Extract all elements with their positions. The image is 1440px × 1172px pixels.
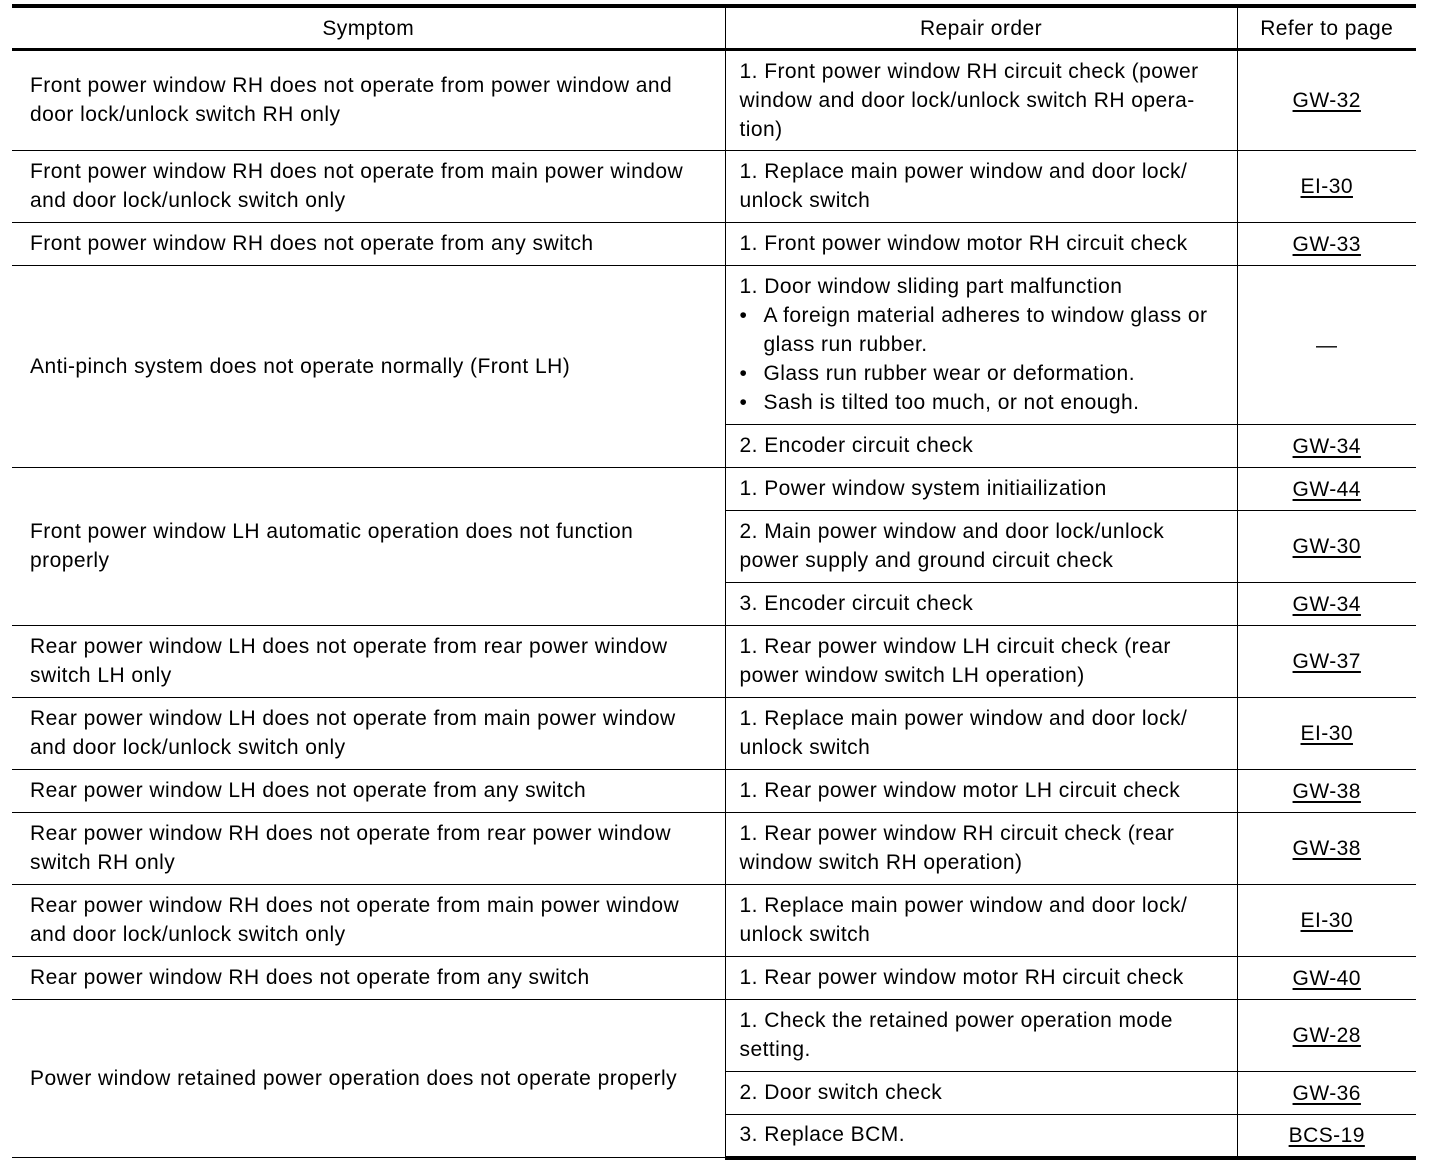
symptom-cell: Rear power window LH does not operate from main power window and door lock/unlock switch only	[12, 698, 725, 770]
repair-order-cell: 1. Rear power window motor LH circuit check	[725, 770, 1237, 813]
page-link[interactable]: GW-28	[1292, 1024, 1361, 1047]
symptom-cell: Anti-pinch system does not operate normally (Front LH)	[12, 266, 725, 468]
bullet-item	[740, 388, 1227, 417]
repair-order-cell: 2. Door switch check	[725, 1072, 1237, 1115]
page-link[interactable]: GW-34	[1292, 592, 1361, 616]
symptom-table	[12, 4, 1416, 1160]
refer-page-cell	[1237, 1000, 1416, 1072]
symptom-cell: Front power window LH automatic operation does not function properly	[12, 468, 725, 626]
table-row	[12, 151, 1416, 223]
symptom-cell: Front power window RH does not operate from any switch	[12, 223, 725, 266]
refer-page-cell	[1237, 50, 1416, 151]
refer-page-cell	[1237, 813, 1416, 885]
page-link[interactable]: GW-40	[1292, 966, 1361, 990]
refer-page-cell	[1237, 223, 1416, 266]
symptom-cell: Rear power window RH does not operate from any switch	[12, 957, 725, 1000]
page-link[interactable]: GW-33	[1292, 232, 1361, 256]
table-row	[12, 770, 1416, 813]
header-symptom: Symptom	[12, 6, 725, 50]
refer-page-cell	[1237, 583, 1416, 626]
refer-page-cell	[1237, 698, 1416, 770]
page-link[interactable]: GW-34	[1292, 434, 1361, 458]
table-row	[12, 626, 1416, 698]
refer-page-cell	[1237, 1115, 1416, 1158]
table-row	[12, 813, 1416, 885]
header-row	[12, 6, 1416, 50]
bullet-text: Sash is tilted too much, or not enough.	[763, 391, 1140, 414]
repair-order-cell	[725, 266, 1237, 425]
repair-order-cell: 1. Replace main power window and door lock/ unlock switch	[725, 885, 1237, 957]
repair-order-cell: 3. Replace BCM.	[725, 1115, 1237, 1158]
page-link[interactable]: EI-30	[1300, 909, 1353, 932]
bullet-text: A foreign material adheres to window glass or glass run rubber.	[763, 304, 1208, 356]
header-repair-order: Repair order	[725, 6, 1237, 50]
header-refer-to-page: Refer to page	[1237, 6, 1416, 50]
table-row	[12, 50, 1416, 151]
bullet-icon: •	[739, 362, 748, 385]
repair-order-cell: 1. Replace main power window and door lock/ unlock switch	[725, 151, 1237, 223]
page-link[interactable]: EI-30	[1300, 175, 1353, 198]
repair-step-title: 1. Door window sliding part malfunction	[739, 275, 1123, 298]
refer-page-cell: —	[1237, 266, 1416, 425]
refer-page-cell	[1237, 885, 1416, 957]
refer-page-cell	[1237, 770, 1416, 813]
repair-order-cell: 1. Power window system initiailization	[725, 468, 1237, 511]
repair-order-cell: 1. Replace main power window and door lock/ unlock switch	[725, 698, 1237, 770]
page-link[interactable]: GW-37	[1292, 650, 1361, 673]
symptom-cell: Rear power window RH does not operate from rear power window switch RH only	[12, 813, 725, 885]
page-link[interactable]: GW-36	[1292, 1081, 1361, 1105]
symptom-cell: Front power window RH does not operate from power window and door lock/unlock switch RH only	[12, 50, 725, 151]
repair-order-cell: 2. Main power window and door lock/unlock power supply and ground circuit check	[725, 511, 1237, 583]
repair-order-cell: 1. Rear power window RH circuit check (rear window switch RH operation)	[725, 813, 1237, 885]
repair-order-cell: 3. Encoder circuit check	[725, 583, 1237, 626]
symptom-cell: Rear power window RH does not operate from main power window and door lock/unlock switch only	[12, 885, 725, 957]
table-row	[12, 223, 1416, 266]
repair-order-cell: 1. Front power window motor RH circuit check	[725, 223, 1237, 266]
page-link[interactable]: GW-38	[1292, 837, 1361, 860]
table-row	[12, 885, 1416, 957]
refer-page-cell	[1237, 626, 1416, 698]
repair-order-cell: 1. Rear power window LH circuit check (rear power window switch LH operation)	[725, 626, 1237, 698]
refer-page-cell	[1237, 957, 1416, 1000]
page-link[interactable]: GW-38	[1292, 779, 1361, 803]
bullet-icon: •	[739, 391, 748, 414]
repair-order-cell: 2. Encoder circuit check	[725, 425, 1237, 468]
refer-page-cell	[1237, 151, 1416, 223]
table-row	[12, 957, 1416, 1000]
table-row	[12, 1000, 1416, 1072]
symptom-cell: Rear power window LH does not operate from any switch	[12, 770, 725, 813]
table-row	[12, 468, 1416, 511]
page-link[interactable]: GW-30	[1292, 535, 1361, 558]
symptom-cell: Rear power window LH does not operate from rear power window switch LH only	[12, 626, 725, 698]
refer-page-cell	[1237, 1072, 1416, 1115]
symptom-cell: Power window retained power operation does not operate properly	[12, 1000, 725, 1158]
bullet-item	[740, 301, 1227, 359]
bullet-icon: •	[739, 304, 748, 327]
refer-page-cell	[1237, 425, 1416, 468]
repair-order-cell: 1. Check the retained power operation mode setting.	[725, 1000, 1237, 1072]
refer-page-cell	[1237, 511, 1416, 583]
bullet-item	[740, 359, 1227, 388]
page-link[interactable]: EI-30	[1300, 722, 1353, 745]
page-link[interactable]: GW-32	[1292, 89, 1361, 112]
page-link[interactable]: GW-44	[1292, 477, 1361, 501]
table-row	[12, 266, 1416, 425]
page-link[interactable]: BCS-19	[1288, 1123, 1365, 1147]
bullet-text: Glass run rubber wear or deformation.	[763, 362, 1135, 385]
symptom-cell: Front power window RH does not operate from main power window and door lock/unlock switch only	[12, 151, 725, 223]
refer-page-cell	[1237, 468, 1416, 511]
repair-order-cell: 1. Front power window RH circuit check (power window and door lock/unlock switch RH opera-tion)	[725, 50, 1237, 151]
repair-order-cell: 1. Rear power window motor RH circuit check	[725, 957, 1237, 1000]
table-row	[12, 698, 1416, 770]
